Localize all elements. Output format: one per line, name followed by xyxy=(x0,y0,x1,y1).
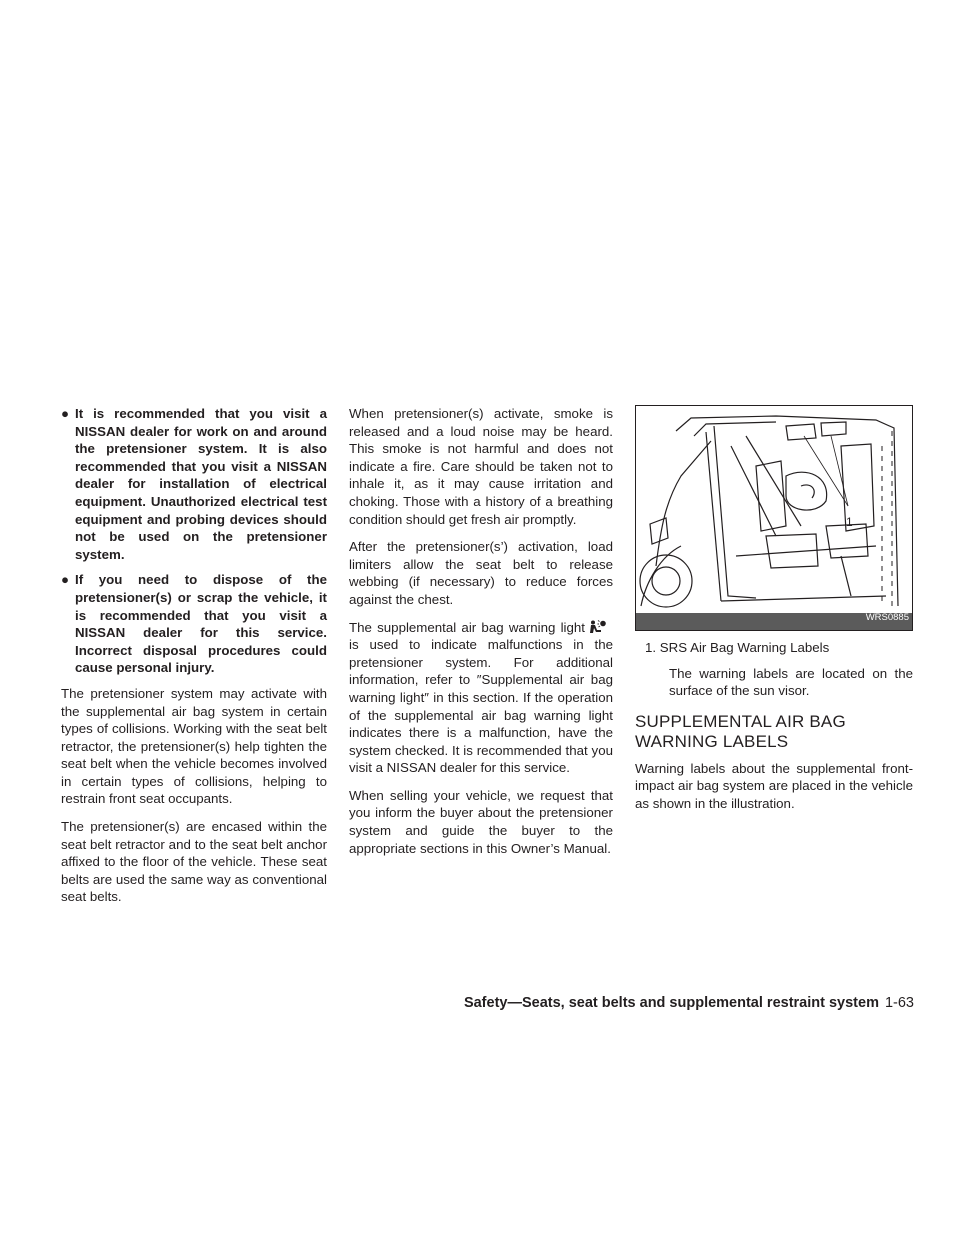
warning-text: If you need to dispose of the pretensioner(s) or scrap the vehicle, it is recommended that you visit a NISSAN dealer for this service. Incorrect disposal procedures could cause personal injury. xyxy=(75,572,327,676)
column-left xyxy=(61,405,327,916)
bullet-mark: ● xyxy=(61,406,70,421)
section-heading: SUPPLEMENTAL AIR BAG WARNING LABELS xyxy=(635,711,846,751)
warning-text: It is recommended that you visit a NISSAN dealer for work on and around the pretensioner system. It is also recommended that you visit a NISSAN dealer for installation of electrical equipment. Unauthorized electrical test equipment and probing devices should not be used on the pretensioner system. xyxy=(75,406,327,562)
footer-section-title: Safety—Seats, seat belts and supplemental restraint system xyxy=(463,995,879,1011)
page-footer xyxy=(424,995,914,1011)
paragraph-activation: The pretensioner system may activate with the supplemental air bag system in certain types of collisions. Working with the seat belt retractor, the pretensioner(s) help tighten the seat belt when the vehicle becomes involved in certain types of collisions, helping to restrain front seat occupants. xyxy=(61,685,327,807)
paragraph-warning-light xyxy=(349,619,613,777)
figure-legend-description: The warning labels are located on the surface of the sun visor. xyxy=(669,665,913,699)
warning-bullet-service xyxy=(61,405,327,563)
column-right xyxy=(635,405,913,823)
paragraph-selling: When selling your vehicle, we request that you inform the buyer about the pretensioner system and guide the buyer to the appropriate sections in this Owner’s Manual. xyxy=(349,787,613,856)
airbag-warning-icon xyxy=(589,620,607,634)
bullet-mark: ● xyxy=(61,572,70,588)
figure-code: WRS0885 xyxy=(865,612,909,624)
figure-callout-1: 1 xyxy=(846,515,853,529)
paragraph-load-limiters: After the pretensioner(s’) activation, load limiters allow the seat belt to release webbing (if necessary) to reduce forces against the chest. xyxy=(349,539,613,607)
paragraph-encased: The pretensioner(s) are encased within the seat belt retractor and to the seat belt anchor affixed to the floor of the vehicle. These seat belts are used the same way as conventional seat belts. xyxy=(61,819,327,905)
warning-bullet-disposal xyxy=(61,571,327,677)
warning-light-text-before: The supplemental air bag warning light xyxy=(349,619,585,635)
warning-light-text-after: is used to indicate malfunctions in the pretensioner system. For additional information, refer to ″Supplemental air bag warning light″ in this section. If the operation of the supplemental air bag warning light indicates there is a malfunction, have the system checked. It is recommended that you visit a NISSAN dealer for this service. xyxy=(349,637,613,776)
figure-legend-item: 1. SRS Air Bag Warning Labels xyxy=(645,640,830,655)
page-number: 1-63 xyxy=(884,995,914,1011)
figure-airbag-labels xyxy=(635,405,913,631)
vehicle-interior-illustration xyxy=(636,406,912,613)
paragraph-smoke: When pretensioner(s) activate, smoke is released and a loud noise may be heard. This smoke is not harmful and does not indicate a fire. Care should be taken not to inhale it, as it may cause irritation and choking. Those with a history of a breathing condition should get fresh air promptly. xyxy=(349,406,613,527)
column-middle xyxy=(349,405,613,867)
paragraph-warning-labels: Warning labels about the supplemental front-impact air bag system are placed in the vehicle as shown in the illustration. xyxy=(635,760,913,811)
